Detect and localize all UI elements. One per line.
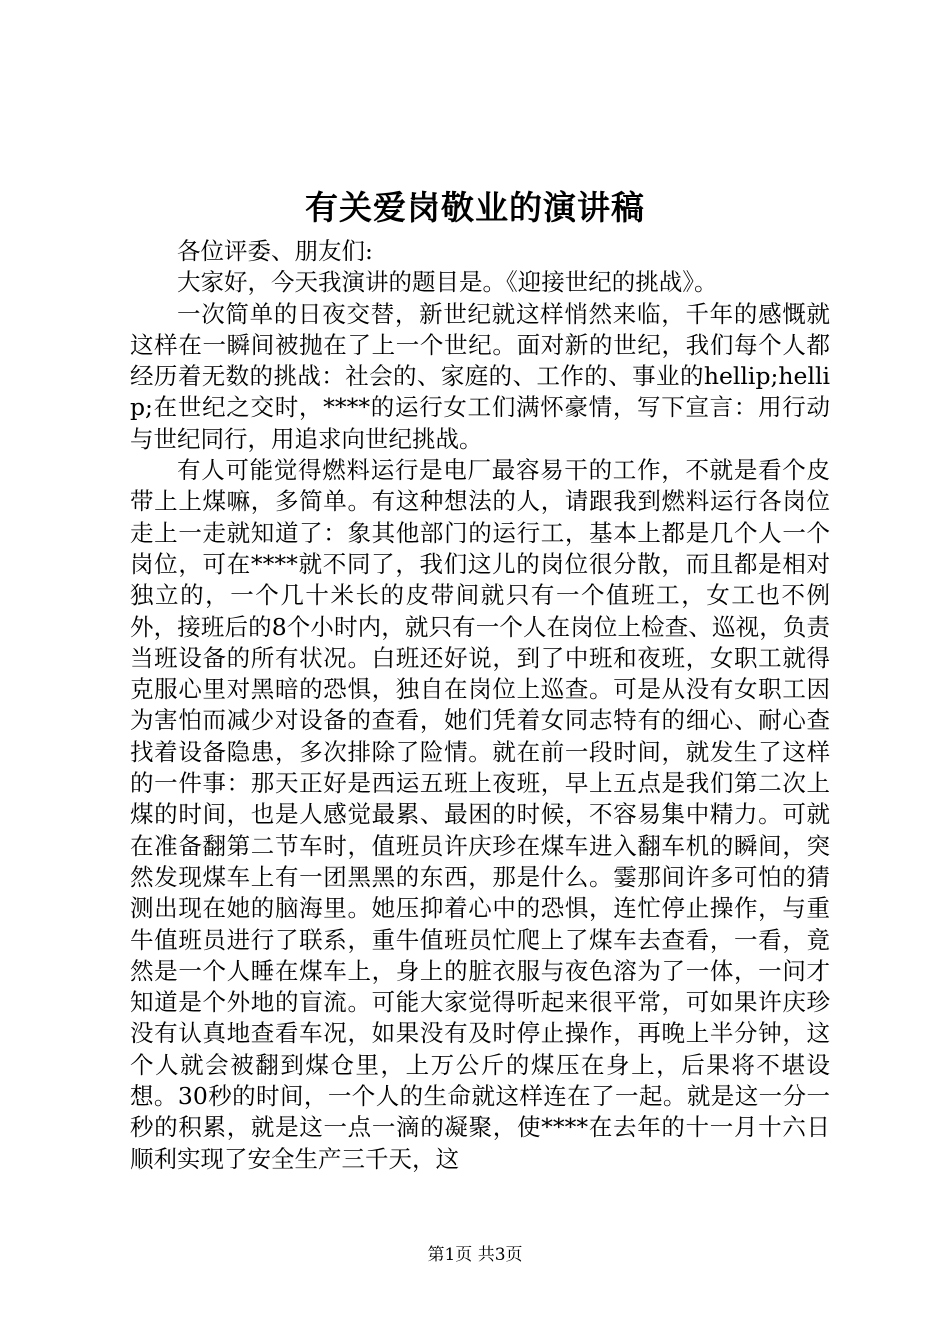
- document-title: 有关爱岗敬业的演讲稿: [305, 188, 645, 227]
- story-paragraph: 有人可能觉得燃料运行是电厂最容易干的工作，不就是看个皮带上上煤嘛，多简单。有这种想法的人，请跟我到燃料运行各岗位走上一走就知道了：象其他部门的运行工，基本上都是几个人一个岗位，可在****就不同了，我们这儿的岗位很分散，而且都是相对独立的，一个几十米长的皮带间就只有一个值班工，女工也不例外，接班后的8个小时内，就只有一个人在岗位上检查、巡视，负责当班设备的所有状况。白班还好说，到了中班和夜班，女职工就得克服心里对黑暗的恐惧，独自在岗位上巡查。可是从没有女职工因为害怕而减少对设备的查看，她们凭着女同志特有的细心、耐心查找着设备隐患，多次排除了险情。就在前一段时间，就发生了这样的一件事：那天正好是西运五班上夜班，早上五点是我们第二次上煤的时间，也是人感觉最累、最困的时候，不容易集中精力。可就在准备翻第二节车时，值班员许庆珍在煤车进入翻车机的瞬间，突然发现煤车上有一团黑黑的东西，那是什么。霎那间许多可怕的猜测出现在她的脑海里。她压抑着心中的恐惧，连忙停止操作，与重牛值班员进行了联系，重牛值班员忙爬上了煤车去查看，一看，竟然是一个人睡在煤车上，身上的脏衣服与夜色溶为了一体，一问才知道是个外地的盲流。可能大家觉得听起来很平常，可如果许庆珍没有认真地查看车况，如果没有及时停止操作，再晚上半分钟，这个人就会被翻到煤仓里，上万公斤的煤压在身上，后果将不堪设想。30秒的时间，一个人的生命就这样连在了一起。就是这一分一秒的积累，就是这一点一滴的凝聚，使****在去年的十一月十六日顺利实现了安全生产三千天，这: [130, 456, 830, 1173]
- document-body: [130, 236, 830, 1175]
- salutation-paragraph: 各位评委、朋友们:: [177, 237, 373, 265]
- greeting-paragraph: 大家好，今天我演讲的题目是。《迎接世纪的挑战》。: [177, 268, 718, 297]
- page-number-footer: 第1页 共3页: [427, 1245, 523, 1265]
- intro-paragraph: 一次简单的日夜交替，新世纪就这样悄然来临，千年的感慨就这样在一瞬间被抛在了上一个世纪。面对新的世纪，我们每个人都经历着无数的挑战：社会的、家庭的、工作的、事业的hellip;hellip;在世纪之交时，****的运行女工们满怀豪情，写下宣言：用行动与世纪同行，用追求向世纪挑战。: [130, 299, 830, 453]
